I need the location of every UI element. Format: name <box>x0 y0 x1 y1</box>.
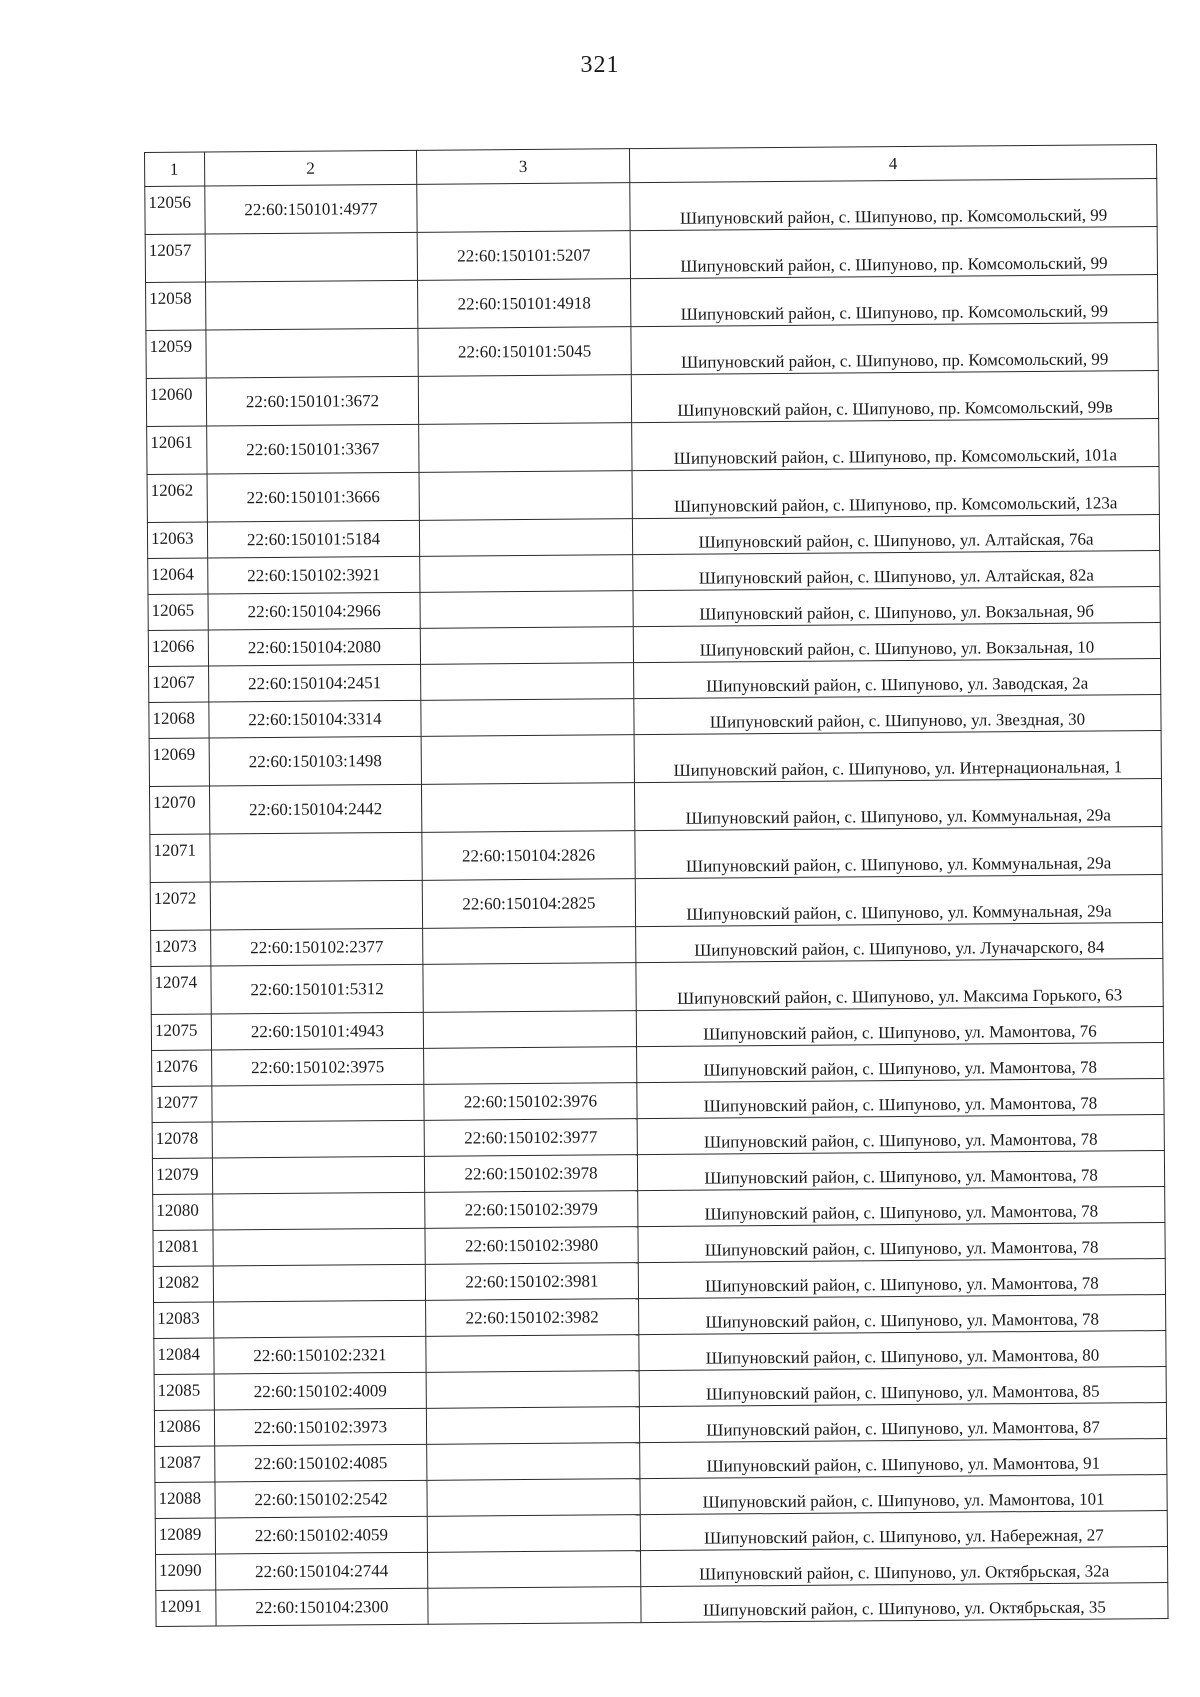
cadastral-number-alt-cell <box>419 519 632 557</box>
row-number-cell: 12068 <box>149 702 209 738</box>
address-cell: Шипуновский район, с. Шипуново, ул. Мамонтова, 78 <box>638 1259 1165 1299</box>
row-number-cell: 12083 <box>154 1302 214 1338</box>
cadastral-number-cell: 22:60:150101:5312 <box>211 964 423 1014</box>
address-cell: Шипуновский район, с. Шипуново, ул. Луначарского, 84 <box>636 923 1163 963</box>
address-cell: Шипуновский район, с. Шипуново, пр. Комсомольский, 99 <box>631 275 1158 327</box>
row-number-cell: 12078 <box>152 1122 212 1158</box>
cadastral-number-cell: 22:60:150102:3973 <box>214 1408 426 1446</box>
address-cell: Шипуновский район, с. Шипуново, ул. Набережная, 27 <box>640 1511 1167 1551</box>
cadastral-number-alt-cell <box>418 375 631 425</box>
cadastral-number-cell: 22:60:150104:3314 <box>209 700 421 738</box>
cadastral-number-alt-cell <box>420 627 633 665</box>
cadastral-number-cell: 22:60:150104:2300 <box>216 1588 428 1626</box>
cadastral-number-alt-cell: 22:60:150102:3978 <box>424 1155 637 1193</box>
cadastral-number-cell: 22:60:150104:2744 <box>216 1552 428 1590</box>
column-header-2: 2 <box>205 150 417 186</box>
cadastral-number-alt-cell <box>421 783 634 833</box>
cadastral-number-cell: 22:60:150103:1498 <box>209 736 421 786</box>
row-number-cell: 12075 <box>151 1014 211 1050</box>
address-cell: Шипуновский район, с. Шипуново, ул. Мамонтова, 85 <box>639 1367 1166 1407</box>
table-row <box>146 323 1158 379</box>
cadastral-number-alt-cell <box>426 1335 639 1373</box>
table-row <box>150 875 1162 931</box>
cadastral-number-cell <box>210 832 422 882</box>
cadastral-number-alt-cell <box>417 183 630 233</box>
cadastral-number-cell <box>206 280 418 330</box>
table-row <box>151 959 1163 1015</box>
cadastral-number-cell: 22:60:150104:2966 <box>208 592 420 630</box>
cadastral-number-alt-cell: 22:60:150104:2825 <box>422 879 635 929</box>
row-number-cell: 12073 <box>151 930 211 966</box>
cadastral-number-alt-cell: 22:60:150102:3980 <box>425 1227 638 1265</box>
cadastral-number-cell: 22:60:150102:2321 <box>214 1336 426 1374</box>
row-number-cell: 12074 <box>151 966 211 1014</box>
row-number-cell: 12071 <box>150 834 210 882</box>
cadastral-number-alt-cell <box>428 1587 641 1625</box>
cadastral-number-cell: 22:60:150102:2542 <box>215 1480 427 1518</box>
register-table <box>144 144 1169 1627</box>
column-header-4: 4 <box>629 145 1156 183</box>
table-row <box>147 419 1159 475</box>
cadastral-number-alt-cell <box>420 555 633 593</box>
cadastral-number-alt-cell: 22:60:150101:5045 <box>418 327 631 377</box>
cadastral-number-alt-cell <box>427 1515 640 1553</box>
address-cell: Шипуновский район, с. Шипуново, ул. Мамонтова, 78 <box>637 1079 1164 1119</box>
row-number-cell: 12072 <box>150 882 210 930</box>
cadastral-number-alt-cell <box>427 1479 640 1517</box>
cadastral-number-alt-cell <box>419 423 632 473</box>
cadastral-number-alt-cell <box>426 1407 639 1445</box>
cadastral-number-alt-cell <box>424 1047 637 1085</box>
address-cell: Шипуновский район, с. Шипуново, ул. Мамонтова, 78 <box>637 1115 1164 1155</box>
cadastral-number-alt-cell: 22:60:150101:5207 <box>417 231 630 281</box>
table-row <box>145 179 1157 235</box>
row-number-cell: 12080 <box>153 1194 213 1230</box>
row-number-cell: 12066 <box>148 630 208 666</box>
cadastral-number-alt-cell <box>423 927 636 965</box>
row-number-cell: 12058 <box>146 282 206 330</box>
row-number-cell: 12081 <box>153 1230 213 1266</box>
cadastral-number-cell: 22:60:150101:4943 <box>211 1012 423 1050</box>
cadastral-number-cell: 22:60:150104:2080 <box>208 628 420 666</box>
address-cell: Шипуновский район, с. Шипуново, ул. Мамонтова, 91 <box>640 1439 1167 1479</box>
cadastral-number-alt-cell: 22:60:150102:3982 <box>426 1299 639 1337</box>
address-cell: Шипуновский район, с. Шипуново, ул. Мамонтова, 78 <box>638 1187 1165 1227</box>
cadastral-number-alt-cell: 22:60:150102:3977 <box>424 1119 637 1157</box>
cadastral-number-cell <box>213 1192 425 1230</box>
cadastral-number-alt-cell <box>427 1443 640 1481</box>
address-cell: Шипуновский район, с. Шипуново, ул. Коммунальная, 29а <box>634 779 1161 831</box>
address-cell: Шипуновский район, с. Шипуново, ул. Мамонтова, 80 <box>639 1331 1166 1371</box>
cadastral-number-alt-cell <box>428 1551 641 1589</box>
cadastral-number-cell: 22:60:150101:3367 <box>207 424 419 474</box>
row-number-cell: 12085 <box>154 1374 214 1410</box>
row-number-cell: 12063 <box>147 522 207 558</box>
row-number-cell: 12056 <box>145 186 205 234</box>
cadastral-number-cell <box>212 1084 424 1122</box>
table-row <box>146 371 1158 427</box>
cadastral-number-alt-cell <box>420 591 633 629</box>
row-number-cell: 12069 <box>149 738 209 786</box>
row-number-cell: 12077 <box>152 1086 212 1122</box>
address-cell: Шипуновский район, с. Шипуново, пр. Комсомольский, 99 <box>630 179 1157 231</box>
row-number-cell: 12060 <box>146 378 206 426</box>
cadastral-number-cell: 22:60:150104:2451 <box>209 664 421 702</box>
cadastral-number-alt-cell <box>421 735 634 785</box>
cadastral-number-alt-cell <box>423 963 636 1013</box>
row-number-cell: 12065 <box>148 594 208 630</box>
cadastral-number-cell <box>205 232 417 282</box>
row-number-cell: 12062 <box>147 474 207 522</box>
row-number-cell: 12064 <box>148 558 208 594</box>
table-row <box>156 1583 1168 1627</box>
cadastral-number-alt-cell: 22:60:150102:3981 <box>425 1263 638 1301</box>
row-number-cell: 12070 <box>149 786 209 834</box>
table-row <box>145 227 1157 283</box>
table-row <box>147 467 1159 523</box>
row-number-cell: 12091 <box>156 1590 216 1626</box>
address-cell: Шипуновский район, с. Шипуново, пр. Комсомольский, 99 <box>631 323 1158 375</box>
address-cell: Шипуновский район, с. Шипуново, ул. Октябрьская, 35 <box>641 1583 1168 1623</box>
address-cell: Шипуновский район, с. Шипуново, ул. Алтайская, 76а <box>632 515 1159 555</box>
row-number-cell: 12082 <box>153 1266 213 1302</box>
cadastral-number-cell: 22:60:150102:4085 <box>215 1444 427 1482</box>
cadastral-number-cell: 22:60:150101:5184 <box>207 520 419 558</box>
address-cell: Шипуновский район, с. Шипуново, ул. Октябрьская, 32а <box>641 1547 1168 1587</box>
table-row <box>149 731 1161 787</box>
page-number: 321 <box>580 52 620 78</box>
cadastral-number-cell: 22:60:150102:4059 <box>215 1516 427 1554</box>
address-cell: Шипуновский район, с. Шипуново, пр. Комсомольский, 123а <box>632 467 1159 519</box>
cadastral-number-alt-cell: 22:60:150102:3976 <box>424 1083 637 1121</box>
cadastral-number-cell: 22:60:150101:4977 <box>205 184 417 234</box>
row-number-cell: 12090 <box>156 1554 216 1590</box>
address-cell: Шипуновский район, с. Шипуново, пр. Комсомольский, 99 <box>630 227 1157 279</box>
row-number-cell: 12087 <box>155 1446 215 1482</box>
row-number-cell: 12084 <box>154 1338 214 1374</box>
cadastral-number-alt-cell: 22:60:150104:2826 <box>422 831 635 881</box>
address-cell: Шипуновский район, с. Шипуново, ул. Вокзальная, 10 <box>633 623 1160 663</box>
row-number-cell: 12057 <box>145 234 205 282</box>
cadastral-number-cell <box>214 1300 426 1338</box>
table-body <box>145 179 1168 1627</box>
row-number-cell: 12079 <box>152 1158 212 1194</box>
address-cell: Шипуновский район, с. Шипуново, ул. Коммунальная, 29а <box>635 827 1162 879</box>
row-number-cell: 12076 <box>152 1050 212 1086</box>
cadastral-number-cell <box>212 1120 424 1158</box>
cadastral-number-alt-cell: 22:60:150101:4918 <box>418 279 631 329</box>
address-cell: Шипуновский район, с. Шипуново, ул. Мамонтова, 78 <box>638 1223 1165 1263</box>
cadastral-number-cell: 22:60:150101:3666 <box>207 472 419 522</box>
row-number-cell: 12067 <box>149 666 209 702</box>
row-number-cell: 12061 <box>147 426 207 474</box>
address-cell: Шипуновский район, с. Шипуново, ул. Заводская, 2а <box>634 659 1161 699</box>
column-header-3: 3 <box>416 149 629 185</box>
address-cell: Шипуновский район, с. Шипуново, ул. Мамонтова, 101 <box>640 1475 1167 1515</box>
cadastral-number-cell: 22:60:150104:2442 <box>209 784 421 834</box>
address-cell: Шипуновский район, с. Шипуново, пр. Комсомольский, 99в <box>631 371 1158 423</box>
table-row <box>146 275 1158 331</box>
address-cell: Шипуновский район, с. Шипуново, ул. Мамонтова, 78 <box>637 1151 1164 1191</box>
address-cell: Шипуновский район, с. Шипуново, ул. Мамонтова, 76 <box>636 1007 1163 1047</box>
cadastral-number-alt-cell <box>419 471 632 521</box>
cadastral-number-alt-cell <box>426 1371 639 1409</box>
address-cell: Шипуновский район, с. Шипуново, ул. Интернациональная, 1 <box>634 731 1161 783</box>
row-number-cell: 12089 <box>155 1518 215 1554</box>
cadastral-number-alt-cell <box>423 1011 636 1049</box>
cadastral-number-cell <box>210 880 422 930</box>
cadastral-number-alt-cell <box>421 699 634 737</box>
cadastral-number-cell <box>213 1264 425 1302</box>
cadastral-number-cell <box>212 1156 424 1194</box>
cadastral-number-cell: 22:60:150102:3975 <box>212 1048 424 1086</box>
row-number-cell: 12088 <box>155 1482 215 1518</box>
address-cell: Шипуновский район, с. Шипуново, пр. Комсомольский, 101а <box>632 419 1159 471</box>
table-row <box>150 827 1162 883</box>
address-cell: Шипуновский район, с. Шипуново, ул. Коммунальная, 29а <box>635 875 1162 927</box>
cadastral-number-cell <box>206 328 418 378</box>
address-cell: Шипуновский район, с. Шипуново, ул. Максима Горького, 63 <box>636 959 1163 1011</box>
cadastral-number-cell: 22:60:150101:3672 <box>206 376 418 426</box>
address-cell: Шипуновский район, с. Шипуново, ул. Вокзальная, 9б <box>633 587 1160 627</box>
cadastral-number-cell: 22:60:150102:4009 <box>214 1372 426 1410</box>
address-cell: Шипуновский район, с. Шипуново, ул. Мамонтова, 78 <box>639 1295 1166 1335</box>
address-cell: Шипуновский район, с. Шипуново, ул. Мамонтова, 87 <box>639 1403 1166 1443</box>
address-cell: Шипуновский район, с. Шипуново, ул. Звездная, 30 <box>634 695 1161 735</box>
row-number-cell: 12059 <box>146 330 206 378</box>
cadastral-number-cell: 22:60:150102:2377 <box>211 928 423 966</box>
row-number-cell: 12086 <box>154 1410 214 1446</box>
cadastral-number-cell: 22:60:150102:3921 <box>208 556 420 594</box>
address-cell: Шипуновский район, с. Шипуново, ул. Алтайская, 82а <box>633 551 1160 591</box>
table-row <box>149 779 1161 835</box>
cadastral-number-alt-cell: 22:60:150102:3979 <box>425 1191 638 1229</box>
cadastral-number-cell <box>213 1228 425 1266</box>
column-header-1: 1 <box>145 152 205 186</box>
address-cell: Шипуновский район, с. Шипуново, ул. Мамонтова, 78 <box>637 1043 1164 1083</box>
cadastral-number-alt-cell <box>421 663 634 701</box>
